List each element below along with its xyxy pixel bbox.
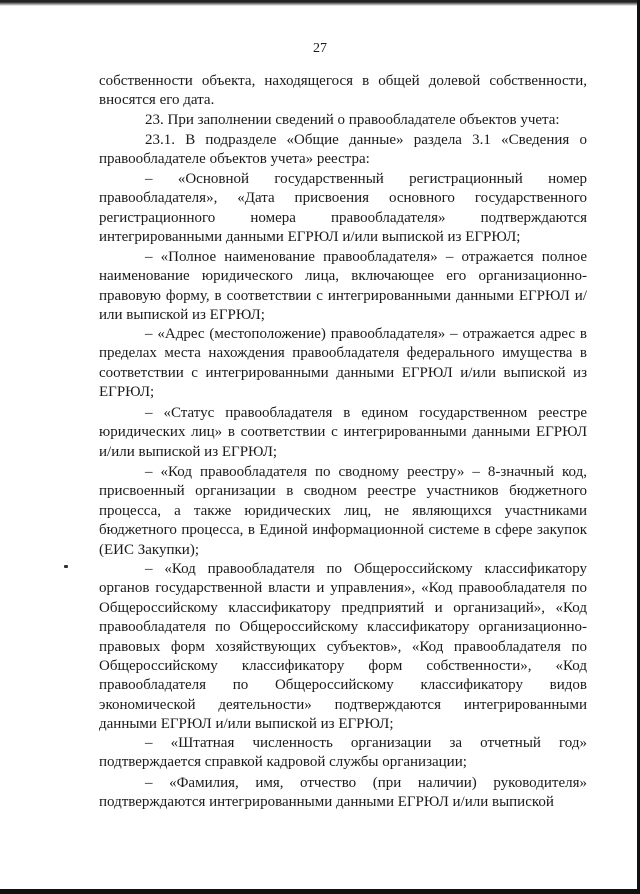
margin-mark [64,565,68,568]
text-block-3 [99,131,587,170]
paragraph-continuation: собственности объекта, находящегося в общей долевой собственности, вносятся его дата. [99,73,587,109]
paragraph-23: 23. При заполнении сведений о правообладателе объектов учета: [145,112,560,128]
paragraph-staff: – «Штатная численность организации за отчетный год» подтверждается справкой кадровой службы организации; [99,735,587,771]
paragraph-consolidated-code: – «Код правообладателя по сводному реестру» – 8-значный код, присвоенный организации в сводном реестре участников бюджетного процесса, а также юридических лиц, не являющихся участниками бюджетного процесса, в Единой информационной системе в сфере закупок (ЕИС Закупки); [99,464,587,558]
scan-edge-top [0,0,640,6]
paragraph-23-1: 23.1. В подразделе «Общие данные» раздела 3.1 «Сведения о правообладателе объектов учета» реестра: [99,132,587,168]
text-block-5 [99,248,587,326]
text-block-7 [99,404,587,462]
text-block-11 [99,774,587,813]
text-block-2 [99,111,587,130]
paragraph-full-name: – «Полное наименование правообладателя» – отражается полное наименование юридического лица, включающее его организационно-правовую форму, в соответствии с интегрированными данными ЕГРЮЛ и/или выпиской из ЕГРЮЛ; [99,249,587,324]
scan-edge-bottom [0,889,640,894]
paragraph-classifier-codes: – «Код правообладателя по Общероссийскому классификатору органов государственной власти и управления», «Код правообладателя по Общероссийскому классификатору предприятий и организаций», «Код правообладателя по Общероссийскому классификатору организационно-правовых форм хозяйствующих субъектов», «Код правообладателя по Общероссийскому классификатору форм собственности», «Код правообладателя по Общероссийскому классификатору видов экономической деятельности» подтверждаются интегрированными данными ЕГРЮЛ и/или выпиской из ЕГРЮЛ; [99,561,587,733]
text-block-4 [99,170,587,248]
paragraph-director: – «Фамилия, имя, отчество (при наличии) руководителя» подтверждаются интегрированными данными ЕГРЮЛ и/или выпиской [99,775,587,811]
text-block-6 [99,325,587,403]
paragraph-status: – «Статус правообладателя в едином государственном реестре юридических лиц» в соответствии с интегрированными данными ЕГРЮЛ и/или выпиской из ЕГРЮЛ; [99,405,587,460]
paragraph-ogrn: – «Основной государственный регистрационный номер правообладателя», «Дата присвоения основного государственного регистрационного номера правообладателя» подтверждаются интегрированными данными ЕГРЮЛ и/или выпиской из ЕГРЮЛ; [99,171,587,246]
text-block-8 [99,463,587,560]
text-block-9 [99,560,587,735]
page-number: 27 [313,41,327,56]
text-block-10 [99,734,587,773]
paragraph-address: – «Адрес (местоположение) правообладателя» – отражается адрес в пределах места нахождения правообладателя федерального имущества в соответствии с интегрированными данными ЕГРЮЛ и/или выпиской из ЕГРЮЛ; [99,326,587,401]
text-block-1 [99,72,587,111]
